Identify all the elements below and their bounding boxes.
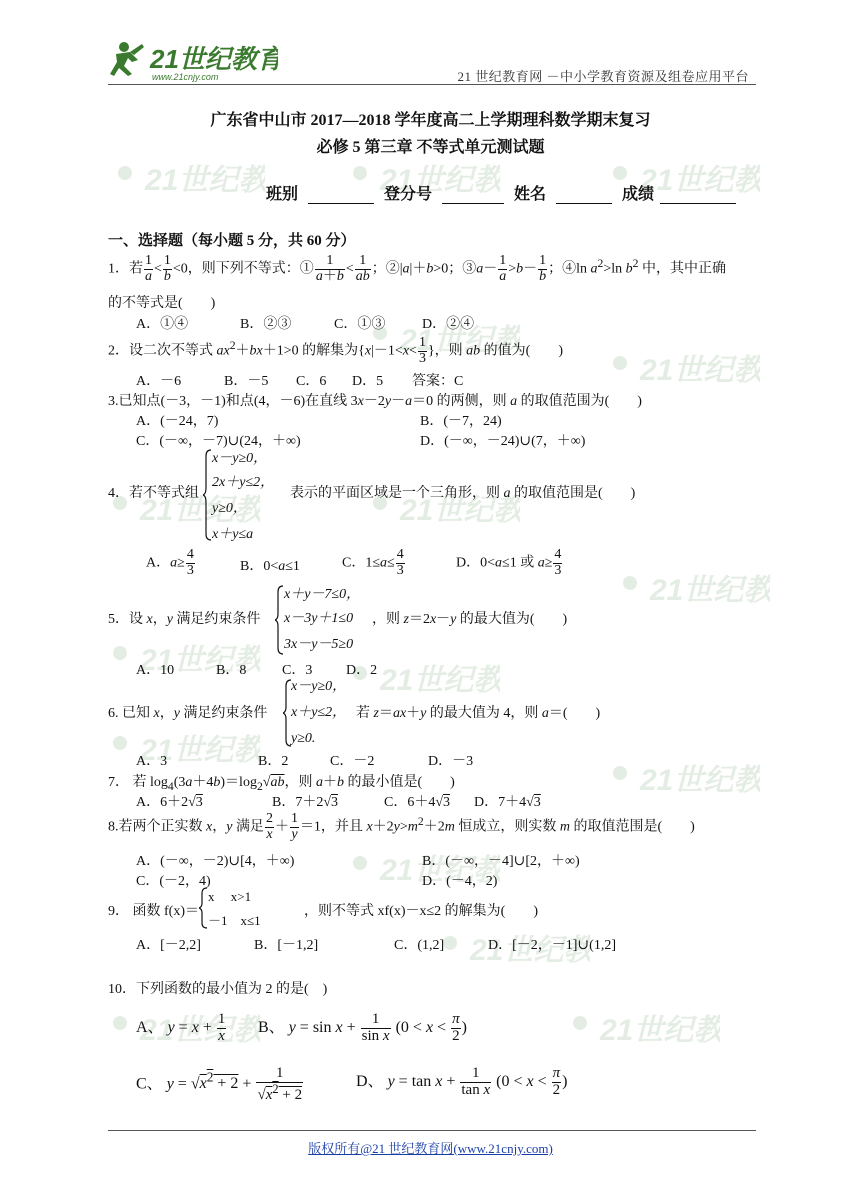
score-label: 成绩 — [622, 186, 655, 203]
watermark-logo — [105, 158, 265, 213]
question-6-text: 若 z＝ax＋y 的最大值为 4，则 a＝( ) — [356, 706, 601, 721]
svg-text:21世纪教育: 21世纪 — [380, 854, 474, 887]
question-6-lead: 6. 已知 x，y 满足约束条件 — [108, 706, 268, 721]
system-line: y≥0. — [291, 731, 316, 746]
q8-option-a[interactable]: A．(－∞，－2)∪[4，＋∞) — [136, 854, 295, 869]
question-9-text: ，则不等式 xf(x)－x≤2 的解集为( ) — [304, 904, 538, 919]
q2-answer: 答案：C — [412, 374, 464, 389]
q7-option-d[interactable]: D．7＋4√3 — [474, 795, 541, 810]
q9-option-d[interactable]: D．[－2，－1]∪(1,2] — [488, 938, 616, 953]
system-line: x＋y≤2， — [291, 705, 347, 720]
q2-option-c[interactable]: C．6 — [296, 374, 327, 389]
question-4-text: 表示的平面区域是一个三角形，则 a 的取值范围是( ) — [290, 486, 636, 501]
section-heading: 一、选择题（每小题 5 分，共 60 分） — [108, 233, 356, 249]
q6-option-c[interactable]: C．－2 — [330, 754, 375, 769]
q5-option-a[interactable]: A．10 — [136, 663, 175, 678]
watermark-logo — [610, 568, 770, 623]
svg-text:21世纪教育: 21世纪 — [600, 1014, 694, 1047]
piecewise-line: －1 x≤1 — [208, 913, 261, 928]
q2-option-b[interactable]: B．－5 — [224, 374, 269, 389]
doc-subtitle: 必修 5 第三章 不等式单元测试题 — [316, 139, 545, 156]
q4-option-b[interactable]: B．0<a≤1 — [240, 559, 300, 574]
question-3: 3.已知点(－3，－1)和点(4，－6)在直线 3x－2y－a＝0 的两侧，则 a 的取值范围为( ) — [108, 394, 642, 409]
svg-text:21世纪教育: 21世纪 — [640, 164, 734, 197]
q4-option-d[interactable]: D．0<a≤1 或 a≥ $\frac{4}{3}$ — [456, 547, 562, 578]
id-blank[interactable] — [442, 189, 504, 204]
name-blank[interactable] — [556, 189, 612, 204]
site-logo — [108, 38, 278, 84]
q9-option-a[interactable]: A．[－2,2] — [136, 938, 201, 953]
system-line: x－y≥0， — [212, 451, 268, 466]
logo-text: 21世纪教育 — [150, 44, 278, 74]
system-line: 3x－y－5≥0 — [284, 637, 354, 652]
system-line: x＋y－7≤0， — [284, 587, 361, 602]
q1-option-a[interactable]: A．①④ — [136, 317, 189, 332]
header-divider — [108, 84, 756, 85]
q5-option-d[interactable]: D．2 — [346, 663, 378, 678]
q2-option-a[interactable]: A．－6 — [136, 374, 182, 389]
q6-option-a[interactable]: A．3 — [136, 754, 168, 769]
svg-text:21世纪教育: 21世纪 — [140, 494, 234, 527]
q7-option-a[interactable]: A．6＋2√3 — [136, 795, 203, 810]
doc-title: 广东省中山市 2017—2018 学年度高二上学期理科数学期末复习 — [210, 112, 651, 129]
question-2: 2．设二次不等式 $ax^2+bx+1>0$ 的解集为{x|－1<x< $\frac{1}{3}$ }，则 ab 的值为( ) — [108, 335, 563, 366]
svg-text:21世纪教育: 21世纪 — [650, 574, 744, 607]
question-1: 1．若 $\frac{1}{a}$ < $\frac{1}{b}$ <0，则下列不等式：① $\frac{1}{a+b}$ < $\frac{1}{ab}$ ；②|a|＋b>0；③a－ $\frac{1}{a}$ >b－ $\frac{1}{b}$ ；④ln $a^2>\ln$ $b^2$ 中，其中正确 — [108, 253, 726, 284]
id-label: 登分号 — [384, 186, 433, 203]
question-9-lead: 9． 函数 f(x)＝ — [108, 904, 199, 919]
q7-option-c[interactable]: C．6＋4√3 — [384, 795, 451, 810]
q1-option-d[interactable]: D．②④ — [422, 317, 475, 332]
question-7: 7． 若 $\log_4(3a+4b)=\log_2√ab$，则 a＋b 的最小值是( ) — [108, 775, 455, 793]
q1-option-b[interactable]: B．②③ — [240, 317, 292, 332]
copyright-link[interactable]: 版权所有@21 世纪教育网(www.21cnjy.com) — [308, 1141, 553, 1156]
svg-text:21世纪教育: 21世纪 — [400, 324, 494, 357]
q9-option-b[interactable]: B．[－1,2] — [254, 938, 319, 953]
svg-text:21世纪教育: 21世纪 — [140, 644, 234, 677]
question-5-lead: 5．设 x，y 满足约束条件 — [108, 612, 261, 627]
q8-option-c[interactable]: C．(－2，4) — [136, 874, 211, 889]
q4-option-c[interactable]: C．1≤a≤ $\frac{4}{3}$ — [342, 547, 404, 578]
svg-text:21世纪教育: 21世纪 — [140, 734, 234, 767]
system-line: y≥0， — [212, 501, 247, 516]
system-line: 2x＋y≤2， — [212, 475, 275, 490]
footer-divider — [108, 1130, 756, 1131]
q8-option-d[interactable]: D．(－4，2) — [422, 874, 498, 889]
q10-option-d[interactable]: D、 y = tan x + $\frac{1}{\text{tan x}}$ (0 < x < $\frac{\pi}{2}$ ) — [356, 1065, 568, 1098]
piecewise-line: x x>1 — [208, 889, 252, 904]
q4-option-a[interactable]: A．a≥ $\frac{4}{3}$ — [146, 547, 194, 578]
svg-text:21世纪教育: 21世纪 — [140, 1014, 234, 1047]
q6-option-d[interactable]: D．－3 — [428, 754, 474, 769]
q1-option-c[interactable]: C．①③ — [334, 317, 386, 332]
q9-option-c[interactable]: C．(1,2] — [394, 938, 445, 953]
system-line: x－3y＋1≤0 — [284, 611, 354, 626]
q3-option-a[interactable]: A．(－24，7) — [136, 414, 219, 429]
svg-text:21世纪教育: 21世纪 — [400, 494, 494, 527]
watermark-logo — [560, 1008, 720, 1063]
logo-url: www.21cnjy.com — [152, 72, 219, 82]
svg-text:21世纪教育: 21世纪 — [145, 164, 239, 197]
name-label: 姓名 — [514, 186, 547, 203]
system-line: x＋y≤a — [212, 527, 254, 542]
svg-text:21世纪教育: 21世纪 — [640, 764, 734, 797]
q2-option-d[interactable]: D．5 — [352, 374, 384, 389]
q10-option-b[interactable]: B、 y = sin x + $\frac{1}{\text{sin x}}$ (0 < x < $\frac{\pi}{2}$ ) — [258, 1011, 467, 1044]
q8-option-b[interactable]: B．(－∞，－4]∪[2，＋∞) — [422, 854, 580, 869]
q3-option-c[interactable]: C．(－∞，－7)∪(24，＋∞) — [136, 434, 301, 449]
question-1-tail: 的不等式是( ) — [108, 296, 216, 311]
q10-option-c[interactable]: C、 $y = √x^2 + 2$ + $\frac{1}{√x^2 + 2}$ — [136, 1065, 303, 1103]
svg-text:21世纪教育: 21世纪 — [380, 164, 474, 197]
q10-option-a[interactable]: A、 y = x + $\frac{1}{x}$ — [136, 1011, 226, 1044]
system-line: x－y≥0， — [291, 679, 347, 694]
question-10: 10．下列函数的最小值为 2 的是( ) — [108, 982, 328, 997]
runner-icon — [110, 42, 144, 76]
q5-option-c[interactable]: C．3 — [282, 663, 313, 678]
q6-option-b[interactable]: B．2 — [258, 754, 289, 769]
class-blank[interactable] — [308, 189, 374, 204]
student-info-line — [266, 181, 736, 204]
svg-text:21世纪教育: 21世纪 — [640, 354, 734, 387]
header-tagline: 21 世纪教育网 －中小学教育资源及组卷应用平台 — [457, 69, 749, 84]
question-8: 8.若两个正实数 x，y 满足 $\frac{2}{x}$ ＋ $\frac{1}{y}$ ＝1，并且 $x+2y>m^2+2m$ 恒成立，则实数 m 的取值范围是( ) — [108, 811, 695, 842]
q7-option-b[interactable]: B．7＋2√3 — [272, 795, 339, 810]
q5-option-b[interactable]: B．8 — [216, 663, 247, 678]
q3-option-d[interactable]: D．(－∞，－24)∪(7，＋∞) — [420, 434, 586, 449]
score-blank[interactable] — [660, 189, 736, 204]
question-5-text: ，则 z＝2x－y 的最大值为( ) — [372, 612, 568, 627]
question-4-lead: 4．若不等式组 — [108, 486, 199, 501]
svg-text:21世纪教育: 21世纪 — [470, 934, 564, 967]
watermark-logo — [600, 758, 760, 813]
q3-option-b[interactable]: B．(－7，24) — [420, 414, 502, 429]
svg-text:21世纪教育: 21世纪 — [380, 664, 474, 697]
class-label: 班别 — [266, 186, 299, 203]
